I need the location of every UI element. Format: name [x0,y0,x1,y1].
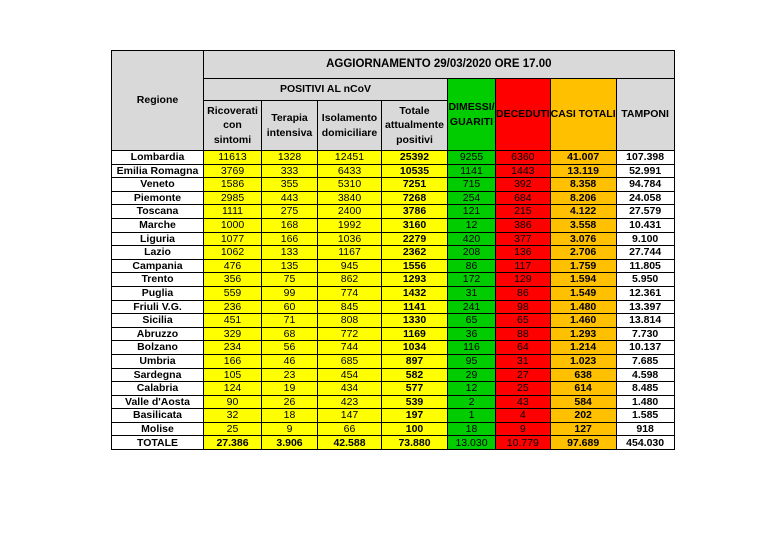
table-row [112,300,675,314]
cell-deceduti: 136 [496,246,551,260]
cell-totale-positivi: 1141 [382,300,448,314]
cell-isolamento: 744 [318,341,382,355]
cell-totale-positivi: 7268 [382,191,448,205]
table-row [112,151,675,165]
cell-ricoverati: 32 [204,409,262,423]
cell-totale-positivi: 3160 [382,218,448,232]
cell-casi-totali: 1.214 [550,341,616,355]
cell-terapia: 60 [262,300,318,314]
cell-regione: Marche [112,218,204,232]
table-row [112,409,675,423]
cell-isolamento: 945 [318,259,382,273]
cell-terapia: 9 [262,422,318,436]
cell-dimessi: 121 [448,205,496,219]
cell-casi-totali: 1.759 [550,259,616,273]
cell-tamponi: 918 [616,422,674,436]
cell-regione: Puglia [112,286,204,300]
header-isolamento: Isolamento domiciliare [318,101,382,151]
cell-tamponi: 94.784 [616,178,674,192]
table-row [112,178,675,192]
cell-ricoverati: 451 [204,314,262,328]
cell-totale-positivi: 7251 [382,178,448,192]
cell-tamponi: 10.431 [616,218,674,232]
cell-deceduti: 1443 [496,164,551,178]
cell-ricoverati: 559 [204,286,262,300]
table-row [112,327,675,341]
cell-tamponi: 13.397 [616,300,674,314]
cell-regione: Valle d'Aosta [112,395,204,409]
cell-dimessi: 18 [448,422,496,436]
table-row [112,354,675,368]
table-row [112,341,675,355]
cell-tamponi: 12.361 [616,286,674,300]
cell-deceduti: 64 [496,341,551,355]
cell-dimessi: 172 [448,273,496,287]
cell-regione: Emilia Romagna [112,164,204,178]
cell-tamponi: 13.814 [616,314,674,328]
table-row [112,232,675,246]
cell-casi-totali: 1.480 [550,300,616,314]
cell-deceduti: 31 [496,354,551,368]
cell-casi-totali: 127 [550,422,616,436]
cell-isolamento: 5310 [318,178,382,192]
cell-ricoverati: 329 [204,327,262,341]
cell-dimessi: 116 [448,341,496,355]
cell-dimessi: 36 [448,327,496,341]
cell-isolamento: 845 [318,300,382,314]
report-title: AGGIORNAMENTO 29/03/2020 ORE 17.00 [204,51,675,79]
cell-deceduti: 65 [496,314,551,328]
cell-regione: TOTALE [112,436,204,450]
cell-regione: Calabria [112,382,204,396]
table-row [112,286,675,300]
cell-dimessi: 95 [448,354,496,368]
header-ricoverati: Ricoverati con sintomi [204,101,262,151]
cell-dimessi: 208 [448,246,496,260]
cell-casi-totali: 13.119 [550,164,616,178]
cell-isolamento: 434 [318,382,382,396]
cell-ricoverati: 25 [204,422,262,436]
cell-deceduti: 25 [496,382,551,396]
header-positivi-group: POSITIVI AL nCoV [204,79,448,101]
cell-deceduti: 684 [496,191,551,205]
table-row [112,314,675,328]
cell-terapia: 275 [262,205,318,219]
cell-tamponi: 1.585 [616,409,674,423]
cell-dimessi: 241 [448,300,496,314]
cell-terapia: 443 [262,191,318,205]
cell-regione: Abruzzo [112,327,204,341]
cell-deceduti: 43 [496,395,551,409]
cell-tamponi: 52.991 [616,164,674,178]
cell-terapia: 46 [262,354,318,368]
cell-tamponi: 1.480 [616,395,674,409]
cell-deceduti: 6360 [496,151,551,165]
cell-dimessi: 715 [448,178,496,192]
cell-tamponi: 454.030 [616,436,674,450]
cell-deceduti: 377 [496,232,551,246]
cell-terapia: 26 [262,395,318,409]
cell-isolamento: 1992 [318,218,382,232]
cell-ricoverati: 105 [204,368,262,382]
cell-terapia: 19 [262,382,318,396]
cell-casi-totali: 1.023 [550,354,616,368]
cell-casi-totali: 614 [550,382,616,396]
cell-terapia: 166 [262,232,318,246]
cell-regione: Lazio [112,246,204,260]
cell-terapia: 23 [262,368,318,382]
cell-regione: Umbria [112,354,204,368]
cell-regione: Trento [112,273,204,287]
cell-deceduti: 215 [496,205,551,219]
cell-regione: Molise [112,422,204,436]
cell-tamponi: 107.398 [616,151,674,165]
header-tamponi: TAMPONI [616,79,674,151]
cell-tamponi: 4.598 [616,368,674,382]
cell-tamponi: 9.100 [616,232,674,246]
table-row [112,246,675,260]
table-row [112,368,675,382]
cell-regione: Toscana [112,205,204,219]
cell-casi-totali: 584 [550,395,616,409]
cell-terapia: 168 [262,218,318,232]
cell-totale-positivi: 1169 [382,327,448,341]
cell-isolamento: 1036 [318,232,382,246]
cell-tamponi: 8.485 [616,382,674,396]
cell-terapia: 71 [262,314,318,328]
cell-deceduti: 4 [496,409,551,423]
cell-terapia: 135 [262,259,318,273]
cell-ricoverati: 234 [204,341,262,355]
covid-report-table [111,50,675,450]
cell-regione: Bolzano [112,341,204,355]
cell-casi-totali: 638 [550,368,616,382]
cell-isolamento: 774 [318,286,382,300]
cell-terapia: 355 [262,178,318,192]
cell-ricoverati: 1111 [204,205,262,219]
cell-terapia: 75 [262,273,318,287]
cell-ricoverati: 11613 [204,151,262,165]
cell-totale-positivi: 73.880 [382,436,448,450]
cell-deceduti: 386 [496,218,551,232]
cell-deceduti: 117 [496,259,551,273]
table-row [112,273,675,287]
cell-ricoverati: 1000 [204,218,262,232]
cell-totale-positivi: 539 [382,395,448,409]
cell-dimessi: 9255 [448,151,496,165]
cell-terapia: 3.906 [262,436,318,450]
cell-tamponi: 24.058 [616,191,674,205]
cell-ricoverati: 2985 [204,191,262,205]
table-row [112,205,675,219]
cell-isolamento: 862 [318,273,382,287]
cell-totale-positivi: 897 [382,354,448,368]
cell-isolamento: 3840 [318,191,382,205]
table-row [112,422,675,436]
header-regione: Regione [112,51,204,151]
cell-dimessi: 1141 [448,164,496,178]
cell-terapia: 68 [262,327,318,341]
cell-dimessi: 12 [448,382,496,396]
cell-ricoverati: 1077 [204,232,262,246]
cell-totale-positivi: 1034 [382,341,448,355]
cell-dimessi: 13.030 [448,436,496,450]
cell-dimessi: 2 [448,395,496,409]
cell-isolamento: 772 [318,327,382,341]
cell-casi-totali: 202 [550,409,616,423]
cell-totale-positivi: 1330 [382,314,448,328]
cell-regione: Lombardia [112,151,204,165]
cell-ricoverati: 27.386 [204,436,262,450]
cell-regione: Liguria [112,232,204,246]
cell-isolamento: 454 [318,368,382,382]
header-totale-positivi: Totale attualmente positivi [382,101,448,151]
cell-isolamento: 423 [318,395,382,409]
cell-dimessi: 12 [448,218,496,232]
cell-totale-positivi: 582 [382,368,448,382]
cell-dimessi: 86 [448,259,496,273]
cell-tamponi: 7.730 [616,327,674,341]
cell-totale-positivi: 2362 [382,246,448,260]
cell-deceduti: 86 [496,286,551,300]
cell-regione: Veneto [112,178,204,192]
table-row [112,395,675,409]
cell-dimessi: 65 [448,314,496,328]
cell-totale-positivi: 1293 [382,273,448,287]
cell-isolamento: 147 [318,409,382,423]
cell-deceduti: 27 [496,368,551,382]
cell-ricoverati: 476 [204,259,262,273]
cell-ricoverati: 90 [204,395,262,409]
cell-terapia: 333 [262,164,318,178]
cell-totale-positivi: 2279 [382,232,448,246]
cell-casi-totali: 41.007 [550,151,616,165]
header-casi-totali: CASI TOTALI [550,79,616,151]
cell-dimessi: 1 [448,409,496,423]
cell-casi-totali: 4.122 [550,205,616,219]
cell-ricoverati: 356 [204,273,262,287]
cell-tamponi: 10.137 [616,341,674,355]
cell-isolamento: 2400 [318,205,382,219]
table-row [112,259,675,273]
cell-isolamento: 808 [318,314,382,328]
cell-regione: Campania [112,259,204,273]
cell-totale-positivi: 100 [382,422,448,436]
cell-totale-positivi: 10535 [382,164,448,178]
cell-deceduti: 10.779 [496,436,551,450]
cell-dimessi: 254 [448,191,496,205]
cell-deceduti: 392 [496,178,551,192]
cell-deceduti: 129 [496,273,551,287]
cell-isolamento: 66 [318,422,382,436]
header-dimessi: DIMESSI/ GUARITI [448,79,496,151]
cell-tamponi: 27.579 [616,205,674,219]
cell-deceduti: 88 [496,327,551,341]
cell-terapia: 56 [262,341,318,355]
header-deceduti: DECEDUTI [496,79,551,151]
cell-regione: Sicilia [112,314,204,328]
cell-casi-totali: 8.206 [550,191,616,205]
cell-terapia: 99 [262,286,318,300]
cell-totale-positivi: 25392 [382,151,448,165]
cell-totale-positivi: 577 [382,382,448,396]
cell-tamponi: 5.950 [616,273,674,287]
table-row [112,191,675,205]
cell-isolamento: 1167 [318,246,382,260]
cell-ricoverati: 1062 [204,246,262,260]
covid-report-table-container [111,50,675,450]
cell-totale-positivi: 1556 [382,259,448,273]
cell-casi-totali: 3.076 [550,232,616,246]
cell-totale-positivi: 197 [382,409,448,423]
cell-ricoverati: 124 [204,382,262,396]
cell-casi-totali: 1.549 [550,286,616,300]
cell-casi-totali: 97.689 [550,436,616,450]
cell-isolamento: 42.588 [318,436,382,450]
cell-deceduti: 98 [496,300,551,314]
cell-dimessi: 31 [448,286,496,300]
cell-ricoverati: 166 [204,354,262,368]
cell-regione: Friuli V.G. [112,300,204,314]
cell-casi-totali: 1.293 [550,327,616,341]
cell-deceduti: 9 [496,422,551,436]
cell-terapia: 18 [262,409,318,423]
cell-dimessi: 420 [448,232,496,246]
cell-regione: Piemonte [112,191,204,205]
cell-casi-totali: 1.594 [550,273,616,287]
table-row [112,164,675,178]
cell-isolamento: 685 [318,354,382,368]
cell-terapia: 133 [262,246,318,260]
cell-casi-totali: 2.706 [550,246,616,260]
cell-tamponi: 11.805 [616,259,674,273]
table-row [112,218,675,232]
cell-casi-totali: 8.358 [550,178,616,192]
cell-regione: Sardegna [112,368,204,382]
cell-isolamento: 6433 [318,164,382,178]
cell-ricoverati: 1586 [204,178,262,192]
cell-ricoverati: 236 [204,300,262,314]
cell-casi-totali: 1.460 [550,314,616,328]
cell-isolamento: 12451 [318,151,382,165]
cell-totale-positivi: 1432 [382,286,448,300]
table-row [112,382,675,396]
header-terapia: Terapia intensiva [262,101,318,151]
cell-tamponi: 7.685 [616,354,674,368]
cell-casi-totali: 3.558 [550,218,616,232]
cell-ricoverati: 3769 [204,164,262,178]
cell-terapia: 1328 [262,151,318,165]
table-row-totale [112,436,675,450]
cell-dimessi: 29 [448,368,496,382]
cell-tamponi: 27.744 [616,246,674,260]
cell-totale-positivi: 3786 [382,205,448,219]
cell-regione: Basilicata [112,409,204,423]
